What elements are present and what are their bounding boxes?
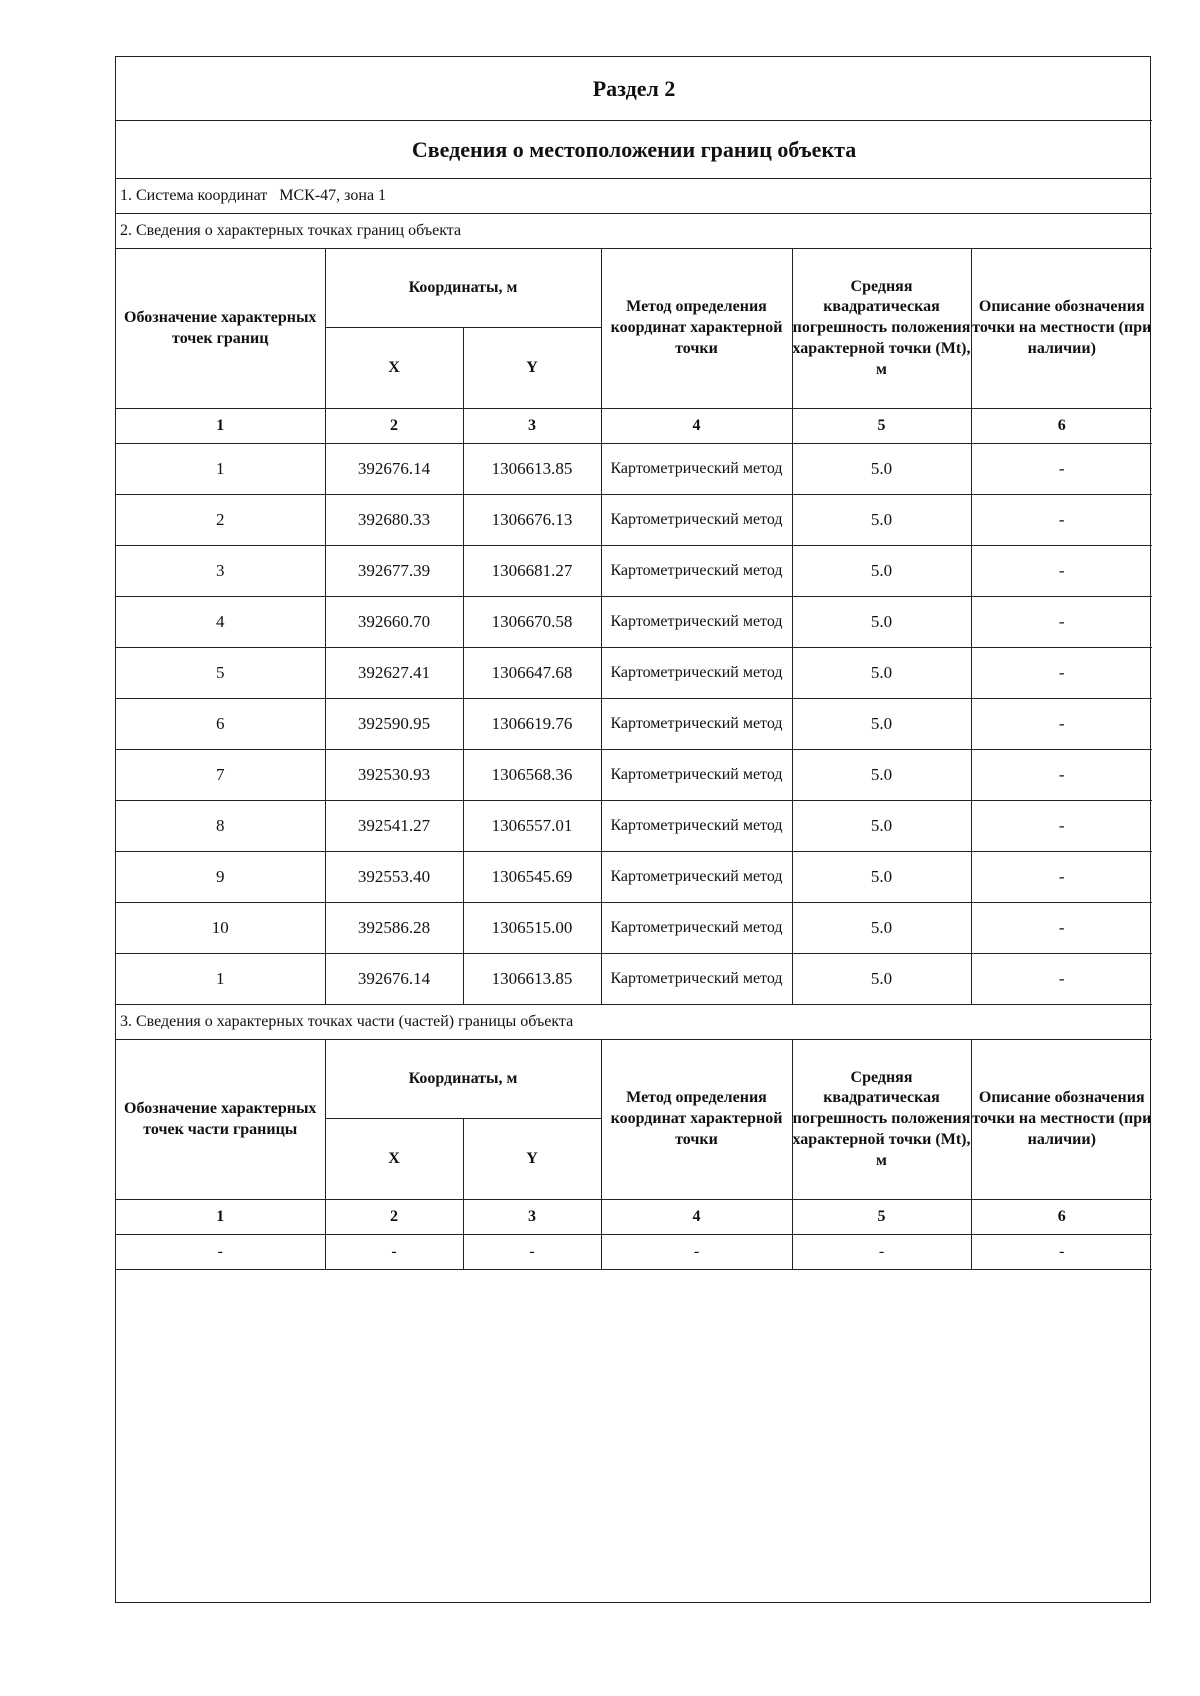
cell-x: 392541.27	[325, 801, 463, 852]
section-subtitle: Сведения о местоположении границ объекта	[116, 121, 1152, 179]
cell-method: Картометрический метод	[601, 699, 792, 750]
cell-point: -	[116, 1235, 325, 1270]
cell-mt: 5.0	[792, 648, 971, 699]
cell-mt: 5.0	[792, 546, 971, 597]
table-row	[116, 495, 1152, 546]
coord-system-value: МСК-47, зона 1	[279, 187, 387, 204]
table-row	[116, 546, 1152, 597]
table-row	[116, 801, 1152, 852]
cell-mt: 5.0	[792, 444, 971, 495]
t2-column-number: 1	[116, 1200, 325, 1235]
cell-method: Картометрический метод	[601, 648, 792, 699]
cell-description: -	[971, 750, 1152, 801]
t2-column-number: 2	[325, 1200, 463, 1235]
cell-y: -	[463, 1235, 601, 1270]
t2-header-y: Y	[463, 1119, 601, 1200]
cell-mt: 5.0	[792, 801, 971, 852]
t2-column-number: 3	[463, 1200, 601, 1235]
cell-mt: 5.0	[792, 597, 971, 648]
cell-point: 10	[116, 903, 325, 954]
t2-header-description: Описание обозначения точки на местности (при наличии)	[971, 1040, 1152, 1200]
table-row	[116, 954, 1152, 1005]
t1-header-x: X	[325, 328, 463, 409]
t1-header-y: Y	[463, 328, 601, 409]
table-row	[116, 444, 1152, 495]
t2-column-number: 6	[971, 1200, 1152, 1235]
cell-x: 392680.33	[325, 495, 463, 546]
cell-method: Картометрический метод	[601, 903, 792, 954]
cell-y: 1306568.36	[463, 750, 601, 801]
t1-header-point: Обозначение характерных точек границ	[116, 249, 325, 409]
cell-method: Картометрический метод	[601, 954, 792, 1005]
cell-point: 4	[116, 597, 325, 648]
boundary-points-label: 2. Сведения о характерных точках границ объекта	[116, 214, 1152, 249]
cell-mt: 5.0	[792, 750, 971, 801]
cell-method: Картометрический метод	[601, 495, 792, 546]
cell-x: 392676.14	[325, 444, 463, 495]
cell-y: 1306647.68	[463, 648, 601, 699]
t1-column-number: 5	[792, 409, 971, 444]
t2-column-numbers	[116, 1200, 1152, 1235]
t2-header-coords: Координаты, м	[325, 1040, 601, 1119]
cell-x: 392676.14	[325, 954, 463, 1005]
cell-description: -	[971, 495, 1152, 546]
cell-mt: -	[792, 1235, 971, 1270]
cell-x: 392627.41	[325, 648, 463, 699]
cell-x: 392660.70	[325, 597, 463, 648]
cell-point: 3	[116, 546, 325, 597]
cell-y: 1306545.69	[463, 852, 601, 903]
cell-method: Картометрический метод	[601, 444, 792, 495]
t1-column-number: 1	[116, 409, 325, 444]
boundary-table	[116, 57, 1152, 1270]
coord-system-line	[116, 179, 1152, 214]
cell-y: 1306676.13	[463, 495, 601, 546]
cell-mt: 5.0	[792, 699, 971, 750]
cell-y: 1306613.85	[463, 444, 601, 495]
t1-column-number: 6	[971, 409, 1152, 444]
cell-point: 7	[116, 750, 325, 801]
cell-description: -	[971, 699, 1152, 750]
t2-header-method: Метод определения координат характерной точки	[601, 1040, 792, 1200]
cell-mt: 5.0	[792, 903, 971, 954]
t2-column-number: 4	[601, 1200, 792, 1235]
cell-description: -	[971, 852, 1152, 903]
coord-system-label: 1. Система координат	[120, 187, 268, 204]
cell-y: 1306670.58	[463, 597, 601, 648]
t1-column-number: 2	[325, 409, 463, 444]
t1-header-error: Средняя квадратическая погрешность положения характерной точки (Mt), м	[792, 249, 971, 409]
cell-x: -	[325, 1235, 463, 1270]
cell-description: -	[971, 597, 1152, 648]
t1-column-numbers	[116, 409, 1152, 444]
table-row	[116, 1235, 1152, 1270]
cell-y: 1306557.01	[463, 801, 601, 852]
part-points-label: 3. Сведения о характерных точках части (частей) границы объекта	[116, 1005, 1152, 1040]
table-row	[116, 699, 1152, 750]
cell-mt: 5.0	[792, 954, 971, 1005]
cell-y: 1306613.85	[463, 954, 601, 1005]
table-row	[116, 903, 1152, 954]
cell-description: -	[971, 801, 1152, 852]
table-row	[116, 852, 1152, 903]
cell-method: Картометрический метод	[601, 546, 792, 597]
t1-column-number: 3	[463, 409, 601, 444]
cell-point: 8	[116, 801, 325, 852]
cell-y: 1306681.27	[463, 546, 601, 597]
document-sheet	[115, 56, 1151, 1603]
t1-header-description: Описание обозначения точки на местности (при наличии)	[971, 249, 1152, 409]
cell-method: Картометрический метод	[601, 597, 792, 648]
section-title: Раздел 2	[116, 57, 1152, 121]
t1-header-coords: Координаты, м	[325, 249, 601, 328]
cell-x: 392530.93	[325, 750, 463, 801]
t2-column-number: 5	[792, 1200, 971, 1235]
cell-y: 1306515.00	[463, 903, 601, 954]
cell-y: 1306619.76	[463, 699, 601, 750]
t2-header-error: Средняя квадратическая погрешность положения характерной точки (Mt), м	[792, 1040, 971, 1200]
cell-point: 6	[116, 699, 325, 750]
cell-point: 5	[116, 648, 325, 699]
cell-x: 392677.39	[325, 546, 463, 597]
cell-point: 1	[116, 954, 325, 1005]
cell-point: 1	[116, 444, 325, 495]
cell-description: -	[971, 903, 1152, 954]
cell-method: Картометрический метод	[601, 801, 792, 852]
cell-description: -	[971, 444, 1152, 495]
table-row	[116, 750, 1152, 801]
t1-column-number: 4	[601, 409, 792, 444]
cell-x: 392590.95	[325, 699, 463, 750]
t2-header-x: X	[325, 1119, 463, 1200]
table-row	[116, 648, 1152, 699]
t2-header-point: Обозначение характерных точек части границы	[116, 1040, 325, 1200]
cell-method: Картометрический метод	[601, 750, 792, 801]
cell-description: -	[971, 1235, 1152, 1270]
cell-mt: 5.0	[792, 852, 971, 903]
table-row	[116, 597, 1152, 648]
cell-method: Картометрический метод	[601, 852, 792, 903]
cell-method: -	[601, 1235, 792, 1270]
cell-point: 2	[116, 495, 325, 546]
t1-header-method: Метод определения координат характерной точки	[601, 249, 792, 409]
cell-x: 392553.40	[325, 852, 463, 903]
cell-mt: 5.0	[792, 495, 971, 546]
cell-x: 392586.28	[325, 903, 463, 954]
cell-description: -	[971, 546, 1152, 597]
cell-point: 9	[116, 852, 325, 903]
cell-description: -	[971, 954, 1152, 1005]
cell-description: -	[971, 648, 1152, 699]
